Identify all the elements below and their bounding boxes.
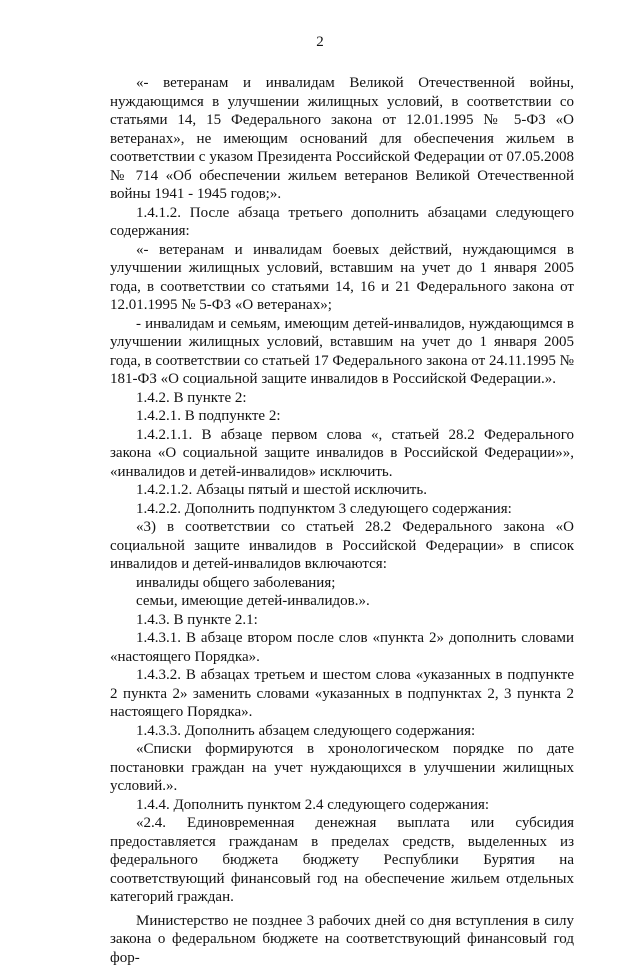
paragraph: 1.4.2.1.2. Абзацы пятый и шестой исключить. <box>110 481 574 500</box>
paragraph: 1.4.2.2. Дополнить подпунктом 3 следующего содержания: <box>110 500 574 519</box>
paragraph: 1.4.1.2. После абзаца третьего дополнить абзацами следующего содержания: <box>110 204 574 241</box>
paragraph: «- ветеранам и инвалидам боевых действий, нуждающимся в улучшении жилищных условий, вставшим на учет до 1 января 2005 года, в соответствии со статьями 14, 16 и 21 Федерального закона от 12.01.1995 № 5-ФЗ «О ветеранах»; <box>110 241 574 315</box>
paragraph: 1.4.2.1.1. В абзаце первом слова «, статьей 28.2 Федерального закона «О социальной защите инвалидов в Российской Федерации»», «инвалидов и детей-инвалидов» исключить. <box>110 426 574 482</box>
paragraph: 1.4.2.1. В подпункте 2: <box>110 407 574 426</box>
page-number: 2 <box>0 33 640 51</box>
paragraph: инвалиды общего заболевания; <box>110 574 574 593</box>
paragraph: «- ветеранам и инвалидам Великой Отечественной войны, нуждающимся в улучшении жилищных условий, в соответствии со статьями 14, 15 Федерального закона от 12.01.1995 № 5-ФЗ «О ветеранах», не имеющим оснований для обеспечения жильем в соответствии с указом Президента Российской Федерации от 07.05.2008 № 714 «Об обеспечении жильем ветеранов Великой Отечественной войны 1941 - 1945 годов;». <box>110 74 574 204</box>
paragraph: 1.4.3. В пункте 2.1: <box>110 611 574 630</box>
paragraph: 1.4.3.2. В абзацах третьем и шестом слова «указанных в подпункте 2 пункта 2» заменить словами «указанных в подпунктах 2, 3 пункта 2 настоящего Порядка». <box>110 666 574 722</box>
paragraph: «Списки формируются в хронологическом порядке по дате постановки граждан на учет нуждающихся в улучшении жилищных условий.». <box>110 740 574 796</box>
paragraph: 1.4.3.3. Дополнить абзацем следующего содержания: <box>110 722 574 741</box>
paragraph: 1.4.4. Дополнить пунктом 2.4 следующего содержания: <box>110 796 574 815</box>
paragraph: «3) в соответствии со статьей 28.2 Федерального закона «О социальной защите инвалидов в Российской Федерации» в список инвалидов и детей-инвалидов включаются: <box>110 518 574 574</box>
paragraph: 1.4.3.1. В абзаце втором после слов «пункта 2» дополнить словами «настоящего Порядка». <box>110 629 574 666</box>
paragraph: - инвалидам и семьям, имеющим детей-инвалидов, нуждающимся в улучшении жилищных условий, вставшим на учет до 1 января 2005 года, в соответствии со статьей 17 Федерального закона от 24.11.1995 № 181-ФЗ «О социальной защите инвалидов в Российской Федерации.». <box>110 315 574 389</box>
paragraph: Министерство не позднее 3 рабочих дней со дня вступления в силу закона о федеральном бюджете на соответствующий финансовый год фор- <box>110 912 574 967</box>
paragraph: «2.4. Единовременная денежная выплата или субсидия предоставляется гражданам в пределах средств, выделенных из федерального бюджета бюджету Республики Бурятия на соответствующий финансовый год на обеспечение жильем отдельных категорий граждан. <box>110 814 574 907</box>
paragraph: семьи, имеющие детей-инвалидов.». <box>110 592 574 611</box>
document-body <box>110 74 574 967</box>
paragraph: 1.4.2. В пункте 2: <box>110 389 574 408</box>
